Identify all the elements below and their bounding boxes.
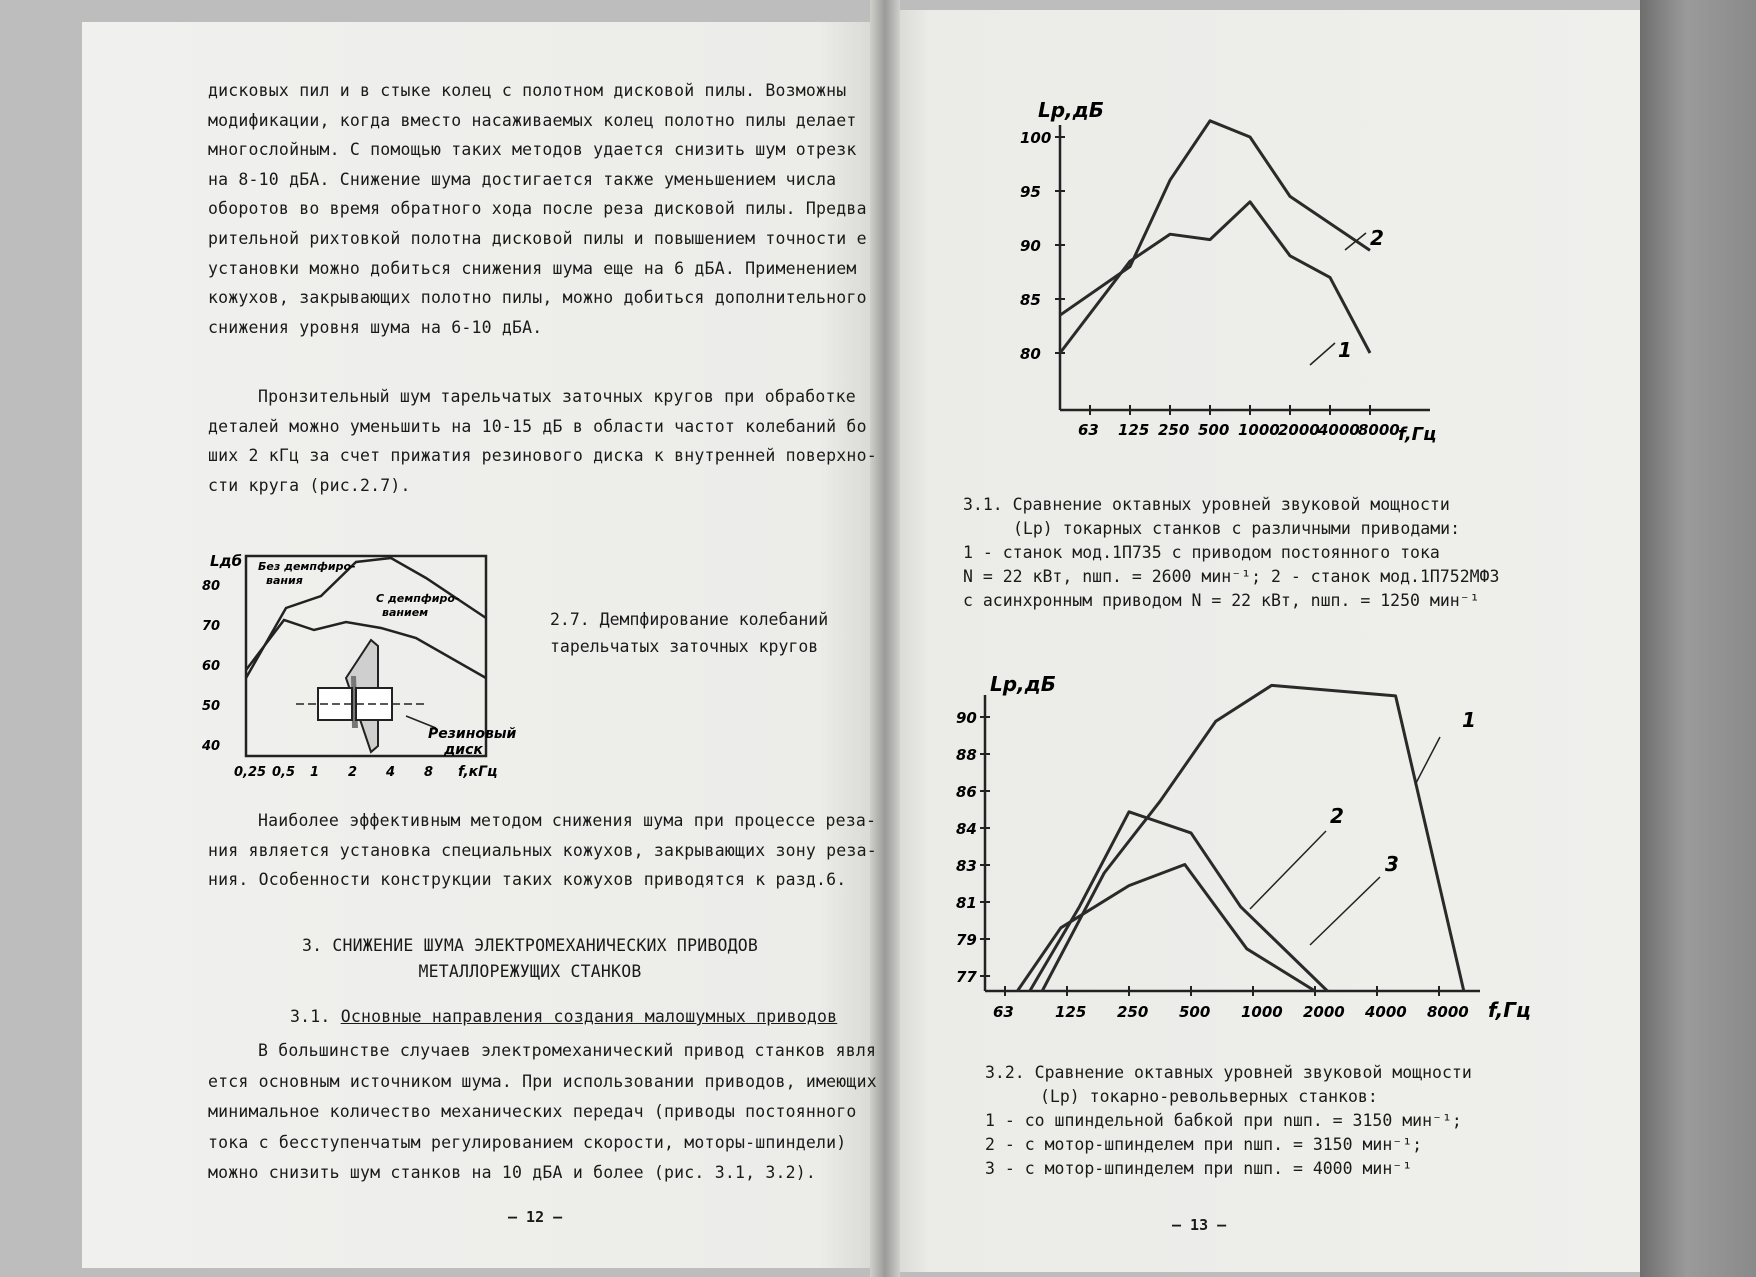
fig32-x-label: f,Гц [1488, 998, 1531, 1022]
text-line: дисковых пил и в стыке колец с полотном дисковой пилы. Возможны [208, 81, 847, 100]
fig32-x-tick: 125 [1055, 1003, 1087, 1021]
text-line: оборотов во время обратного хода после реза дисковой пилы. Предва [208, 199, 867, 219]
fig32-x-tick: 500 [1179, 1003, 1211, 1021]
fig32-series-2-line [1030, 812, 1328, 991]
text-line: сти круга (рис.2.7). [208, 475, 411, 495]
text-line: ния является установка специальных кожухов, закрывающих зону реза- [208, 840, 877, 860]
fig31-y-tick: 80 [1020, 345, 1041, 363]
fig31-x-tick: 4000 [1318, 421, 1360, 439]
fig32-y-tick: 84 [956, 820, 977, 838]
text-line: кожухов, закрывающих полотно пилы, можно добиться дополнительного [208, 288, 867, 308]
fig27-y-tick: 80 [202, 579, 221, 594]
fig31-y-tick: 100 [1020, 129, 1052, 147]
figure-2-7 [196, 548, 516, 788]
fig31-series [1060, 121, 1370, 353]
paragraph-3 [208, 806, 877, 895]
fig32-x-tick: 250 [1117, 1003, 1149, 1021]
text-line: Наиболее эффективным методом снижения шума при процессе реза- [258, 811, 877, 830]
fig27-caption-line-1: 2.7. Демпфирование колебаний [550, 610, 829, 629]
paragraph-2 [208, 382, 877, 500]
fig31-x-tick: 8000 [1358, 421, 1400, 439]
fig27-y-tick: 60 [202, 659, 221, 674]
figure-3-2 [940, 665, 1540, 1035]
fig32-leader-1 [1415, 737, 1440, 785]
fig31-caption-line: 1 - станок мод.1П735 с приводом постоянного тока [963, 543, 1440, 562]
fig32-series-label-1: 1 [1462, 708, 1476, 732]
heading-line-2: МЕТАЛЛОРЕЖУЩИХ СТАНКОВ [418, 962, 642, 981]
text-line: В большинстве случаев электромеханический привод станков явля [258, 1041, 877, 1060]
text-line: тока с бесступенчатым регулированием скорости, моторы-шпиндели) [208, 1132, 847, 1152]
fig27-x-tick: 4 [386, 765, 396, 780]
fig32-y-tick: 83 [956, 857, 977, 875]
fig27-x-ticks [234, 765, 433, 780]
figure-3-1 [1010, 85, 1470, 455]
fig31-series-1-line [1060, 202, 1370, 353]
text-line: на 8-10 дБА. Снижение шума достигается также уменьшением числа [208, 169, 837, 189]
fig27-x-tick: 2 [348, 765, 358, 780]
fig32-y-label: Lр,дБ [990, 672, 1057, 696]
fig31-y-tick: 85 [1020, 291, 1041, 309]
fig27-x-tick: 0,25 [234, 765, 267, 780]
fig31-caption-line: 3.1. Сравнение октавных уровней звуковой мощности [963, 495, 1450, 514]
text-line: ется основным источником шума. При использовании приводов, имеющих [208, 1071, 877, 1091]
fig32-caption-line: 2 - с мотор-шпинделем при nшп. = 3150 мин⁻¹; [985, 1135, 1423, 1154]
fig27-x-tick: 8 [424, 765, 434, 780]
text-line: установки можно добиться снижения шума еще на 6 дБА. Применением [208, 258, 857, 278]
fig27-caption-line-2: тарельчатых заточных кругов [550, 637, 819, 656]
fig27-label-with: С демпфиро- [376, 592, 460, 605]
fig31-caption [963, 493, 1499, 613]
fig31-y-tick: 90 [1020, 237, 1041, 255]
fig31-x-label: f,Гц [1398, 424, 1437, 445]
text-line: Пронзительный шум тарельчатых заточных кругов при обработке [258, 387, 856, 406]
fig27-y-tick: 40 [202, 739, 221, 754]
fig31-x-tick: 1000 [1238, 421, 1280, 439]
section-heading [240, 933, 820, 985]
fig32-y-tick: 86 [956, 783, 977, 801]
subheading [290, 1002, 837, 1032]
fig31-series-label-2: 2 [1370, 226, 1384, 250]
page-number-left: — 12 — [508, 1208, 563, 1226]
fig27-caption [550, 608, 828, 662]
fig27-label-disc-2: диск [444, 742, 483, 758]
fig32-series-label-3: 3 [1385, 852, 1399, 876]
fig27-disc-drawing [296, 640, 436, 752]
fig32-series-1-line [1042, 685, 1464, 991]
fig32-y-tick: 81 [956, 894, 977, 912]
fig32-y-tick: 88 [956, 746, 977, 764]
fig32-x-tick: 2000 [1303, 1003, 1345, 1021]
fig32-leader-3 [1310, 877, 1380, 945]
fig27-label-with-2: ванием [382, 606, 429, 619]
fig27-y-tick: 70 [202, 619, 221, 634]
page-number-right: — 13 — [1172, 1216, 1227, 1234]
fig32-leader-2 [1250, 831, 1326, 909]
fig31-series-2-line [1060, 121, 1370, 315]
fig31-caption-line: N = 22 кВт, nшп. = 2600 мин⁻¹; 2 - станок мод.1П752МФ3 [963, 567, 1500, 586]
fig27-label-without-2: вания [266, 574, 303, 587]
text-line: модификации, когда вместо насаживаемых колец полотно пилы делает [208, 110, 857, 130]
fig31-x-tick: 500 [1198, 421, 1230, 439]
fig32-x-tick: 63 [993, 1003, 1014, 1021]
fig31-y-ticks [1020, 129, 1065, 363]
fig27-y-label: Lдб [210, 552, 243, 570]
fig31-x-tick: 125 [1118, 421, 1150, 439]
fig32-y-tick: 79 [956, 931, 977, 949]
text-line: ния. Особенности конструкции таких кожухов приводятся к разд.6. [208, 870, 847, 890]
fig27-x-tick: 1 [310, 765, 320, 780]
fig31-x-tick: 63 [1078, 421, 1099, 439]
paragraph-1 [208, 76, 867, 342]
fig32-series-3-line [1017, 865, 1315, 992]
fig32-caption-line: 1 - со шпиндельной бабкой при nшп. = 3150 мин⁻¹; [985, 1111, 1462, 1130]
text-line: можно снизить шум станков на 10 дБА и более (рис. 3.1, 3.2). [208, 1163, 817, 1182]
fig27-label-without: Без демпфиро- [258, 560, 356, 573]
fig31-x-tick: 2000 [1278, 421, 1320, 439]
fig27-y-ticks [201, 579, 220, 754]
fig32-x-tick: 4000 [1365, 1003, 1407, 1021]
heading-line-1: 3. СНИЖЕНИЕ ШУМА ЭЛЕКТРОМЕХАНИЧЕСКИХ ПРИВОДОВ [301, 936, 759, 955]
text-line: рительной рихтовкой полотна дисковой пилы и повышением точности е [208, 228, 867, 248]
paragraph-4 [208, 1036, 877, 1189]
fig31-series-label-1: 1 [1338, 338, 1352, 362]
subheading-number: 3.1. [290, 1007, 331, 1026]
text-line: минимальное количество механических передач (приводы постоянного [208, 1102, 857, 1121]
fig32-x-tick: 1000 [1241, 1003, 1283, 1021]
fig32-x-tick: 8000 [1427, 1003, 1469, 1021]
fig27-label-disc: Резиновый [428, 726, 516, 742]
fig32-y-tick: 77 [956, 968, 977, 986]
text-line: снижения уровня шума на 6-10 дБА. [208, 317, 543, 337]
fig32-caption-line: 3.2. Сравнение октавных уровней звуковой мощности [985, 1063, 1472, 1082]
fig27-x-tick: 0,5 [272, 765, 296, 780]
text-line: ших 2 кГц за счет прижатия резинового диска к внутренней поверхно- [208, 446, 877, 466]
fig32-series-label-2: 2 [1330, 804, 1344, 828]
text-line: деталей можно уменьшить на 10-15 дБ в области частот колебаний бо [208, 416, 867, 436]
fig31-y-label: Lр,дБ [1038, 98, 1105, 122]
fig31-leader-1 [1310, 343, 1335, 365]
fig31-x-tick: 250 [1158, 421, 1190, 439]
dark-edge [1640, 0, 1756, 1277]
fig31-caption-line: (Lр) токарных станков с различными приводами: [1013, 519, 1461, 538]
fig27-x-label: f,кГц [458, 764, 498, 780]
fig31-caption-line: с асинхронным приводом N = 22 кВт, nшп. = 1250 мин⁻¹ [963, 591, 1480, 610]
fig32-caption-line: (Lр) токарно-револьверных станков: [1040, 1087, 1378, 1106]
subheading-text: Основные направления создания малошумных приводов [340, 1007, 838, 1026]
fig32-caption [985, 1061, 1472, 1181]
text-line: многослойным. С помощью таких методов удается снизить шум отрезк [208, 140, 857, 160]
fig31-y-tick: 95 [1020, 183, 1041, 201]
fig32-caption-line: 3 - с мотор-шпинделем при nшп. = 4000 мин⁻¹ [985, 1159, 1413, 1178]
fig32-y-tick: 90 [956, 709, 977, 727]
fig32-series [1017, 685, 1463, 991]
fig27-y-tick: 50 [202, 699, 221, 714]
